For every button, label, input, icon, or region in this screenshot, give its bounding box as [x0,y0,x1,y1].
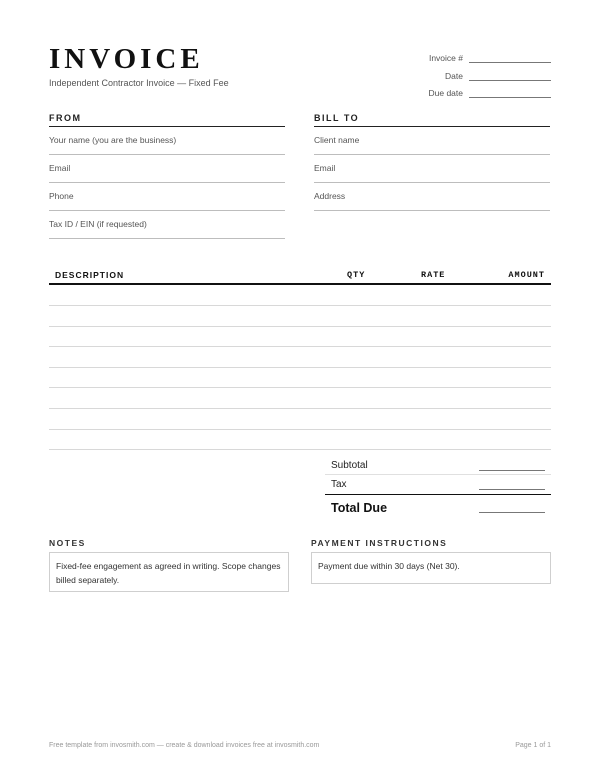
date-field[interactable] [469,71,551,81]
invoice-title: INVOICE [49,43,204,75]
tax-row [325,475,551,494]
footer-credit: Free template from invosmith.com — create & download invoices free at invosmith.com [49,742,320,749]
notes-box[interactable]: Fixed-fee engagement as agreed in writing. Scope changes billed separately. [49,552,289,592]
invoice-meta [391,46,551,99]
column-rate: RATE [421,270,446,280]
notes-heading: NOTES [49,538,86,548]
invoice-number-label: Invoice # [428,53,463,63]
totals-block [325,456,551,516]
column-amount: AMOUNT [508,270,545,280]
from-tax-id-field[interactable]: Tax ID / EIN (if requested) [49,211,285,239]
total-due-field[interactable] [479,512,545,513]
invoice-number-row [391,46,551,63]
tax-field[interactable] [479,489,545,490]
from-phone-field[interactable]: Phone [49,183,285,211]
column-description: DESCRIPTION [55,270,125,280]
table-row[interactable] [49,429,551,430]
invoice-number-field[interactable] [469,53,551,63]
invoice-subtitle: Independent Contractor Invoice — Fixed Fee [49,78,229,88]
subtotal-label: Subtotal [331,460,368,471]
date-row [391,64,551,81]
line-items-header [49,268,551,285]
from-heading: FROM [49,113,285,127]
due-date-field[interactable] [469,88,551,98]
column-qty: QTY [347,270,366,280]
client-address-field[interactable]: Address [314,183,550,211]
table-row[interactable] [49,449,551,450]
total-due-row [325,494,551,516]
table-row[interactable] [49,387,551,388]
subtotal-field[interactable] [479,470,545,471]
date-label: Date [445,70,463,81]
payment-instructions-heading: PAYMENT INSTRUCTIONS [311,538,448,548]
total-due-label: Total Due [331,501,388,515]
table-row[interactable] [49,408,551,409]
from-name-field[interactable]: Your name (you are the business) [49,127,285,155]
payment-instructions-box[interactable]: Payment due within 30 days (Net 30). [311,552,551,584]
due-date-row [391,81,551,98]
due-date-label: Due date [428,88,463,98]
table-row[interactable] [49,367,551,368]
table-row[interactable] [49,305,551,306]
tax-label: Tax [331,479,347,490]
client-name-field[interactable]: Client name [314,127,550,155]
client-email-field[interactable]: Email [314,155,550,183]
bill-to-heading: BILL TO [314,113,550,127]
page-number: Page 1 of 1 [515,742,551,749]
subtotal-row [325,456,551,475]
table-row[interactable] [49,346,551,347]
table-row[interactable] [49,326,551,327]
from-email-field[interactable]: Email [49,155,285,183]
